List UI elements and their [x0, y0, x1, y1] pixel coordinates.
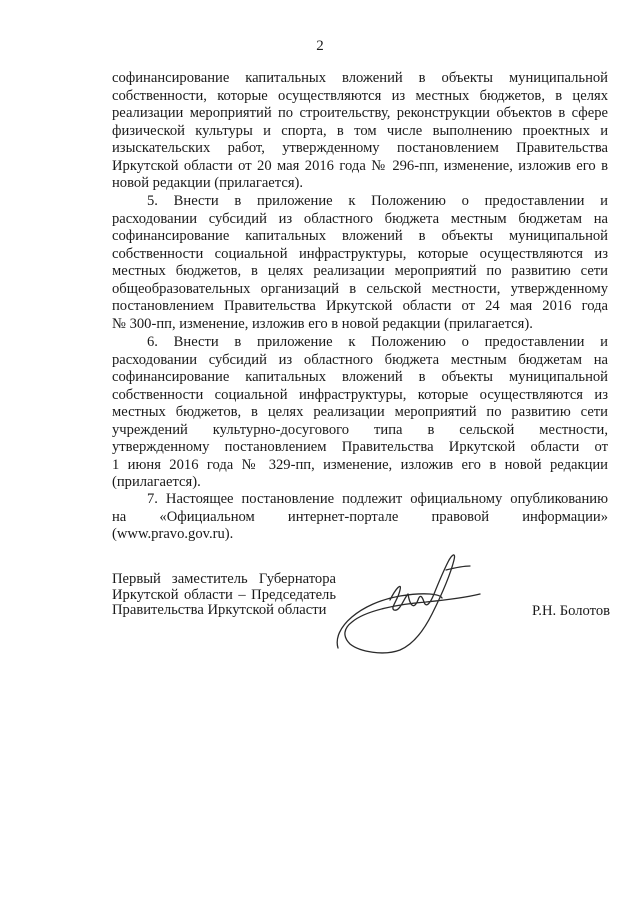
text-line: 6. Внести в приложение к Положению о предоставлении и — [147, 334, 608, 350]
text-line: физической культуры и спорта, в том числе выполнению проектных и — [112, 122, 608, 139]
text-line: 5. Внести в приложение к Положению о предоставлении и — [147, 193, 608, 209]
paragraph-4-continuation — [112, 70, 608, 193]
signatory-name: Р.Н. Болотов — [532, 603, 611, 619]
text-line: местных бюджетов, в целях реализации мероприятий по развитию сети — [112, 263, 608, 279]
text-line: 1 июня 2016 года № 329-пп, изменение, изложив его в новой редакции — [112, 456, 608, 473]
text-line: расходовании субсидий из областного бюджета местным бюджетам на — [112, 210, 608, 227]
text-line: утвержденному постановлением Правительства Иркутской области от — [112, 439, 608, 455]
text-line: (прилагается). — [112, 474, 201, 490]
text-line: Иркутской области от 20 мая 2016 года № 296-пп, изменение, изложив его в — [112, 157, 608, 174]
text-line: общеобразовательных организаций в сельской местности, утвержденному — [112, 280, 608, 297]
text-line: софинансирование капитальных вложений в объекты муниципальной — [112, 228, 608, 244]
text-line: местных бюджетов, в целях реализации мероприятий по развитию сети — [112, 404, 608, 420]
paragraph-5 — [112, 193, 608, 333]
signatory-title-line: Правительства Иркутской области — [112, 602, 327, 618]
handwritten-signature — [330, 548, 500, 658]
text-line: на «Официальном интернет-портале правовой информации» — [112, 508, 608, 525]
text-line: изыскательских работ, утвержденному постановлением Правительства — [112, 140, 608, 156]
text-line: софинансирование капитальных вложений в объекты муниципальной — [112, 369, 608, 385]
signatory-title-line: Иркутской области – Председатель — [112, 586, 336, 603]
text-line: 7. Настоящее постановление подлежит официальному опубликованию — [147, 491, 608, 507]
text-line: реализации мероприятий по строительству, реконструкции объектов в сфере — [112, 105, 608, 121]
page-number: 2 — [316, 38, 324, 54]
signatory-title-line: Первый заместитель Губернатора — [112, 571, 336, 587]
signatory-title — [112, 572, 336, 619]
paragraph-7 — [112, 491, 608, 544]
text-line: (www.pravo.gov.ru). — [112, 526, 234, 542]
text-line: софинансирование капитальных вложений в объекты муниципальной — [112, 70, 608, 86]
text-line: новой редакции (прилагается). — [112, 175, 304, 191]
text-line: собственности социальной инфраструктуры, которые осуществляются из — [112, 386, 608, 403]
text-line: постановлением Правительства Иркутской области от 24 мая 2016 года — [112, 298, 608, 314]
text-line: учреждений культурно-досугового типа в сельской местности, — [112, 421, 608, 438]
text-line: собственности социальной инфраструктуры, которые осуществляются из — [112, 245, 608, 262]
text-line: собственности, которые осуществляются из местных бюджетов, в целях — [112, 87, 608, 104]
paragraph-6 — [112, 334, 608, 492]
text-line: № 300-пп, изменение, изложив его в новой редакции (прилагается). — [112, 315, 533, 332]
text-line: расходовании субсидий из областного бюджета местным бюджетам на — [112, 351, 608, 368]
